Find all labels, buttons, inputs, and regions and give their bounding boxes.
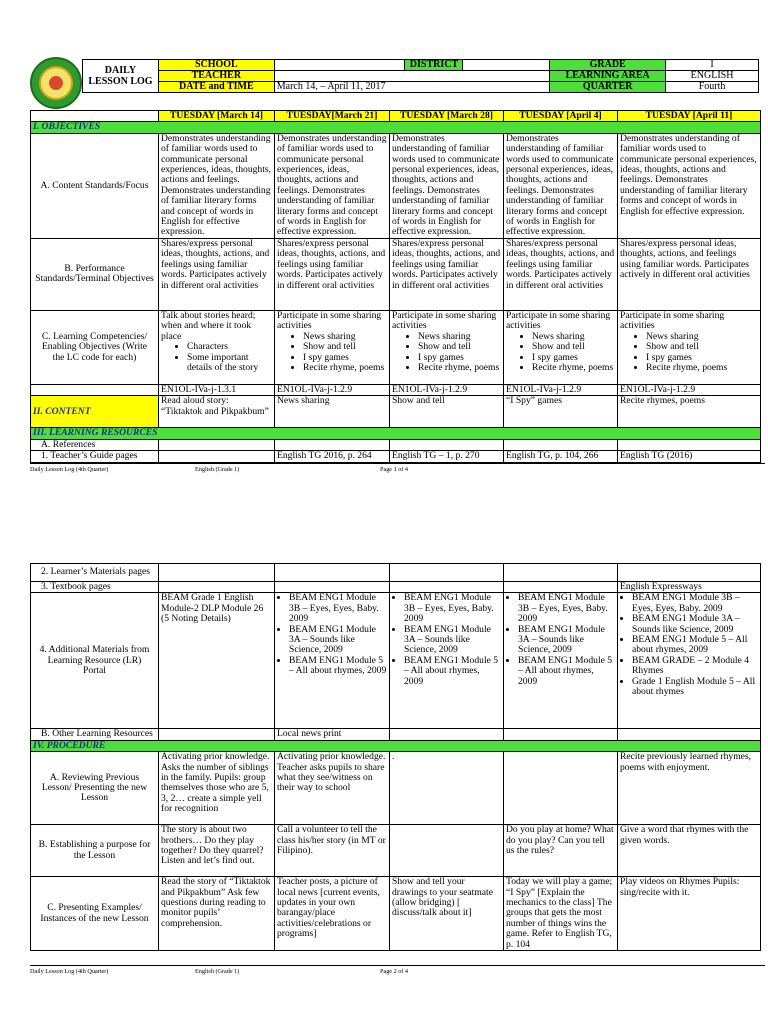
section-learning-resources: III. LEARNING RESOURCES	[31, 428, 761, 439]
tg-cell: English TG – 1, p. 270	[390, 451, 504, 462]
bullet-item: • Some important details of the story	[187, 353, 272, 374]
additional-cell	[504, 593, 618, 729]
page-1	[0, 0, 768, 480]
content-cell: “I Spy” games	[504, 396, 618, 428]
bullet-item: • I spy games	[418, 353, 501, 363]
competencies-cell	[618, 310, 761, 384]
reviewing-cell: Activating prior knowledge. Asks the number of siblings in the family. Pupils: group themselves those who are 5, 3, 2… create a simple yell for recognition	[159, 752, 275, 825]
examples-label: C. Presenting Examples/ Instances of the new Lesson	[31, 877, 159, 951]
tg-cell: English TG (2016)	[618, 451, 761, 462]
reviewing-cell: Activating prior knowledge. Teacher asks pupils to share what they see/witness on their way to school	[275, 752, 390, 825]
quarter-label: QUARTER	[550, 82, 666, 93]
footer-left: Daily Lesson Log (4th Quarter)	[30, 466, 109, 473]
bullet-item: • Characters	[187, 342, 272, 352]
school-seal-logo	[30, 57, 82, 109]
bullet-item: • Recite rhyme, poems	[532, 363, 615, 373]
teachers-guide-label: 1. Teacher’s Guide pages	[31, 451, 159, 462]
reviewing-cell	[504, 752, 618, 825]
bullet-item: • Show and tell	[418, 342, 501, 352]
performance-cell: Shares/express personal ideas, thoughts, actions, and feelings using familiar words. Participates actively in different oral activities	[159, 238, 275, 310]
day-header-5: TUESDAY [April 11]	[618, 111, 761, 122]
day-header-4: TUESDAY [April 4]	[504, 111, 618, 122]
date-value: March 14, – April 11, 2017	[274, 82, 549, 93]
learners-materials-label: 2. Learner’s Materials pages	[31, 564, 159, 582]
bullet-item: • News sharing	[418, 332, 501, 342]
content-cell: Recite rhymes, poems	[618, 396, 761, 428]
content-standards-cell: Demonstrates understanding of familiar words used to communicate personal experiences, ideas, thoughts, actions and feelings. Demonstrates understanding of familiar literary forms and concept of words in English for effective expression.	[504, 133, 618, 238]
bullet-item: • BEAM ENG1 Module 3B – Eyes, Eyes, Baby. 2009	[404, 593, 501, 624]
bullet-item: • Grade 1 English Module 5 – All about rhymes	[632, 677, 758, 698]
additional-cell	[390, 593, 504, 729]
bullet-item: • BEAM ENG1 Module 5 – All about rhymes, 2009	[518, 656, 615, 687]
footer-middle: English (Grade 1)	[195, 466, 240, 473]
teacher-value[interactable]	[274, 71, 549, 82]
examples-cell: Play videos on Rhymes Pupils: sing/recite with it.	[618, 877, 761, 951]
bullet-item: • BEAM ENG1 Module 3A – Sounds like Science, 2009	[632, 614, 758, 635]
log-title: DAILY LESSON LOG	[83, 60, 159, 93]
bullet-item: • BEAM ENG1 Module 3A – Sounds like Science, 2009	[518, 625, 615, 656]
section-content: II. CONTENT	[31, 396, 159, 428]
textbook-cell: English Expressways	[618, 582, 761, 593]
competencies-cell	[504, 310, 618, 384]
performance-standards-label: B. Performance Standards/Terminal Objectives	[31, 238, 159, 310]
lesson-table-page-1	[30, 110, 761, 463]
reviewing-label: A. Reviewing Previous Lesson/ Presenting the new Lesson	[31, 752, 159, 825]
examples-cell: Show and tell your drawings to your seatmate (allow bridging) [ discuss/talk about it]	[390, 877, 504, 951]
district-label: DISTRICT	[405, 60, 463, 71]
bullet-item: • BEAM GRADE – 2 Module 4 Rhymes	[632, 656, 758, 677]
purpose-label: B. Establishing a purpose for the Lesson	[31, 825, 159, 877]
lc-code: EN1OL-IVa-j-1.3.1	[159, 384, 275, 395]
lesson-table-page-2	[30, 563, 761, 951]
grade-value: I	[666, 60, 759, 71]
section-objectives: I. OBJECTIVES	[31, 122, 761, 133]
other-resources-cell: Local news print	[275, 729, 390, 740]
school-value[interactable]	[274, 60, 405, 71]
bullet-item: • News sharing	[646, 332, 758, 342]
content-cell: Show and tell	[390, 396, 504, 428]
performance-cell: Shares/express personal ideas, thoughts, actions, and feelings using familiar words. Participates actively in different oral activities	[504, 238, 618, 310]
cell-intro: Participate in some sharing activities	[277, 309, 382, 332]
bullet-item: • I spy games	[532, 353, 615, 363]
purpose-cell: The story is about two brothers… Do they play together? Do they quarrel? Listen and let’s find out.	[159, 825, 275, 877]
content-standards-cell: Demonstrates understanding of familiar words used to communicate personal experiences, ideas, thoughts, actions and feelings. Demonstrates understanding of familiar literary forms and concept of words in English for effective expression.	[275, 133, 390, 238]
district-value[interactable]	[463, 60, 550, 71]
bullet-item: • BEAM ENG1 Module 3B – Eyes, Eyes, Baby. 2009	[289, 593, 387, 624]
quarter-value: Fourth	[666, 82, 759, 93]
date-label: DATE and TIME	[158, 82, 274, 93]
lc-code: EN1OL-IVa-j-1.2.9	[390, 384, 504, 395]
examples-cell: Read the story of “Tiktaktok and Pikpakbum” Ask few questions during reading to monitor pupils’ comprehension.	[159, 877, 275, 951]
examples-cell: Today we will play a game; “I Spy” [Explain the mechanics to the class] The groups that gets the most number of things wins the game. Refer to English TG, p. 104	[504, 877, 618, 951]
bullet-item: • Recite rhyme, poems	[418, 363, 501, 373]
purpose-cell	[390, 825, 504, 877]
bullet-item: • BEAM ENG1 Module 5 – All about rhymes, 2009	[404, 656, 501, 687]
section-procedure: IV. PROCEDURE	[31, 740, 761, 751]
purpose-cell: Call a volunteer to tell the class his/her story (in MT or Filipino).	[275, 825, 390, 877]
learning-area-value: ENGLISH	[666, 71, 759, 82]
bullet-item: • BEAM ENG1 Module 3A – Sounds like Science, 2009	[404, 625, 501, 656]
tg-cell: English TG 2016, p. 264	[275, 451, 390, 462]
page-footer	[30, 965, 765, 975]
footer-left: Daily Lesson Log (4th Quarter)	[30, 968, 109, 975]
page-footer	[30, 463, 765, 473]
footer-page-number: Page 2 of 4	[380, 968, 409, 975]
content-standards-cell: Demonstrates understanding of familiar words used to communicate personal experiences, ideas, thoughts, actions and feelings. Demonstrates understanding of familiar literary forms and concept of words in English for effective expression.	[390, 133, 504, 238]
bullet-item: • News sharing	[532, 332, 615, 342]
bullet-item: • BEAM ENG1 Module 3B – Eyes, Eyes, Baby. 2009	[518, 593, 615, 624]
competencies-cell	[275, 310, 390, 384]
lc-code: EN1OL-IVa-j-1.2.9	[504, 384, 618, 395]
competencies-label: C. Learning Competencies/ Enabling Objectives (Write the LC code for each)	[31, 310, 159, 384]
performance-cell: Shares/express personal ideas, thoughts, actions, and feelings using familiar words. Participates actively in different oral activities	[618, 238, 761, 310]
additional-cell	[275, 593, 390, 729]
performance-cell: Shares/express personal ideas, thoughts, actions, and feelings using familiar words. Participates actively in different oral activities	[390, 238, 504, 310]
lc-code: EN1OL-IVa-j-1.2.9	[618, 384, 761, 395]
content-standards-cell: Demonstrates understanding of familiar words used to communicate personal experiences, ideas, thoughts, actions and feelings. Demonstrates understanding of familiar literary forms and concept of words in English for effective expression.	[159, 133, 275, 238]
bullet-item: • BEAM ENG1 Module 3B – Eyes, Eyes, Baby. 2009	[632, 593, 758, 614]
reviewing-cell: Recite previously learned rhymes, poems with enjoyment.	[618, 752, 761, 825]
tg-cell: English TG, p. 104, 266	[504, 451, 618, 462]
additional-cell-5	[618, 593, 761, 729]
day-header-1: TUESDAY [March 14]	[159, 111, 275, 122]
grade-label: GRADE	[550, 60, 666, 71]
additional-cell-1: BEAM Grade 1 English Module-2 DLP Module 26 (5 Noting Details)	[159, 593, 275, 729]
bullet-item: • Show and tell	[303, 342, 387, 352]
content-standards-label: A. Content Standards/Focus	[31, 133, 159, 238]
day-header-2: TUESDAY[March 21]	[275, 111, 390, 122]
examples-cell: Teacher posts, a picture of local news [current events, updates in your own barangay/place activities/celebrations or programs]	[275, 877, 390, 951]
day-header-3: TUESDAY [March 28]	[390, 111, 504, 122]
competencies-cell-1: Talk about stories heard; when and where it took place • Characters • Some important details of the story	[159, 310, 275, 384]
bullet-item: • BEAM ENG1 Module 5 – All about rhymes, 2009	[632, 635, 758, 656]
bullet-item: • Recite rhyme, poems	[646, 363, 758, 373]
bullet-item: • BEAM ENG1 Module 5 – All about rhymes, 2009	[289, 656, 387, 677]
school-label: SCHOOL	[158, 60, 274, 71]
content-cell: Read aloud story: “Tiktaktok and Pikpakbum”	[159, 396, 275, 428]
lc-code-blank	[31, 384, 159, 395]
cell-intro: Participate in some sharing activities	[620, 309, 725, 332]
tg-cell	[159, 451, 275, 462]
page-2	[0, 555, 768, 1024]
bullet-item: • News sharing	[303, 332, 387, 342]
day-header-blank	[31, 111, 159, 122]
performance-cell: Shares/express personal ideas, thoughts, actions, and feelings using familiar words. Participates actively in different oral activities	[275, 238, 390, 310]
footer-page-number: Page 1 of 4	[380, 466, 409, 473]
footer-middle: English (Grade 1)	[195, 968, 240, 975]
cell-intro: Participate in some sharing activities	[506, 309, 611, 332]
header-table	[82, 59, 759, 93]
bullet-item: • Show and tell	[646, 342, 758, 352]
bullet-item: • I spy games	[303, 353, 387, 363]
bullet-item: • BEAM ENG1 Module 3A – Sounds like Science, 2009	[289, 625, 387, 656]
competencies-cell	[390, 310, 504, 384]
content-standards-cell: Demonstrates understanding of familiar words used to communicate personal experiences, ideas, thoughts, actions and feelings. Demonstrates understanding of familiar literary forms and concept of words in English for effective expression.	[618, 133, 761, 238]
additional-materials-label: 4. Additional Materials from Learning Resource (LR) Portal	[31, 593, 159, 729]
teacher-label: TEACHER	[158, 71, 274, 82]
content-cell: News sharing	[275, 396, 390, 428]
textbook-label: 3. Textbook pages	[31, 582, 159, 593]
purpose-cell: Give a word that rhymes with the given words.	[618, 825, 761, 877]
learning-area-label: LEARNING AREA	[550, 71, 666, 82]
bullet-item: • Recite rhyme, poems	[303, 363, 387, 373]
bullet-item: • Show and tell	[532, 342, 615, 352]
bullet-item: • I spy games	[646, 353, 758, 363]
other-resources-label: B. Other Learning Resources	[31, 729, 159, 740]
reviewing-cell: .	[390, 752, 504, 825]
purpose-cell: Do you play at home? What do you play? Can you tell us the rules?	[504, 825, 618, 877]
lc-code: EN1OL-IVa-j-1.2.9	[275, 384, 390, 395]
references-label: A. References	[31, 439, 159, 450]
cell-intro: Participate in some sharing activities	[392, 309, 497, 332]
